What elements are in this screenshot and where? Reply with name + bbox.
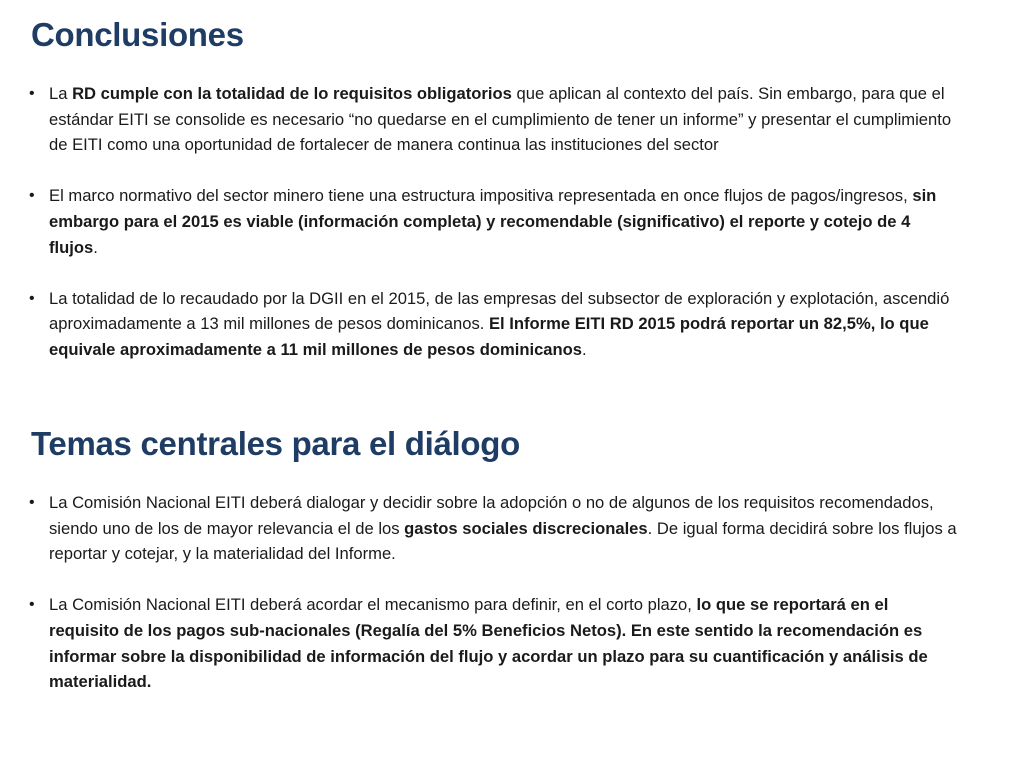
bullet-text: La totalidad de lo recaudado por la DGII en el 2015, de las empresas del subsector de exploración y explotación, ascendió aproximadamente a 13 mil millones de pesos dominicanos. (49, 288, 950, 334)
bullet-bold-text: RD cumple con la totalidad de lo requisitos obligatorios (72, 84, 512, 103)
bullet-text: La Comisión Nacional EITI deberá acordar el mecanismo para definir, en el corto plazo, (49, 595, 697, 615)
bullet-text: La Comisión Nacional EITI deberá dialogar y decidir sobre la adopción o no de algunos de los requisitos recomendados, siendo uno de los de mayor relevancia el de los (49, 493, 934, 538)
conclusiones-list (29, 81, 959, 363)
bullet-item (29, 592, 959, 694)
bullet-text: . De igual forma decidirá sobre los flujos a reportar y cotejar, y la materialidad del Informe. (49, 518, 957, 564)
bullet-text: El marco normativo del sector minero tiene una estructura impositiva representada en once flujos de pagos/ingresos, (49, 186, 913, 206)
bullet-bold-text: lo que se reportará en el requisito de los pagos sub-nacionales (Regalía del 5% Beneficios Netos). En este sentido la recomendación es informar sobre la disponibilidad de información del flujo y acordar un plazo para su cuantificación y análisis de materialidad. (49, 595, 928, 692)
bullet-item (29, 183, 959, 260)
bullet-text: . (93, 237, 98, 257)
section-title-temas-centrales: Temas centrales para el diálogo (31, 425, 520, 462)
bullet-bold-text: gastos sociales discrecionales (404, 518, 648, 538)
bullet-item (29, 490, 959, 567)
temas-centrales-list (29, 490, 959, 695)
bullet-item (29, 81, 959, 158)
bullet-text: que aplican al contexto del país. Sin embargo, para que el estándar EITI se consolide es necesario “no quedarse en el cumplimiento de tener un informe” y presentar el cumplimiento de EITI como una oportunidad de fortalecer de manera continua las instituciones del sector (49, 84, 952, 155)
bullet-item (29, 286, 959, 363)
bullet-bold-text: El Informe EITI RD 2015 podrá reportar un 82,5%, lo que equivale aproximadamente a 11 mil millones de pesos dominicanos (49, 314, 929, 359)
bullet-bold-text: sin embargo para el 2015 es viable (información completa) y recomendable (significativo) el reporte y cotejo de 4 flujos (49, 186, 937, 257)
section-title-conclusiones: Conclusiones (31, 16, 244, 53)
bullet-text: La (49, 84, 73, 103)
bullet-text: . (582, 339, 587, 359)
